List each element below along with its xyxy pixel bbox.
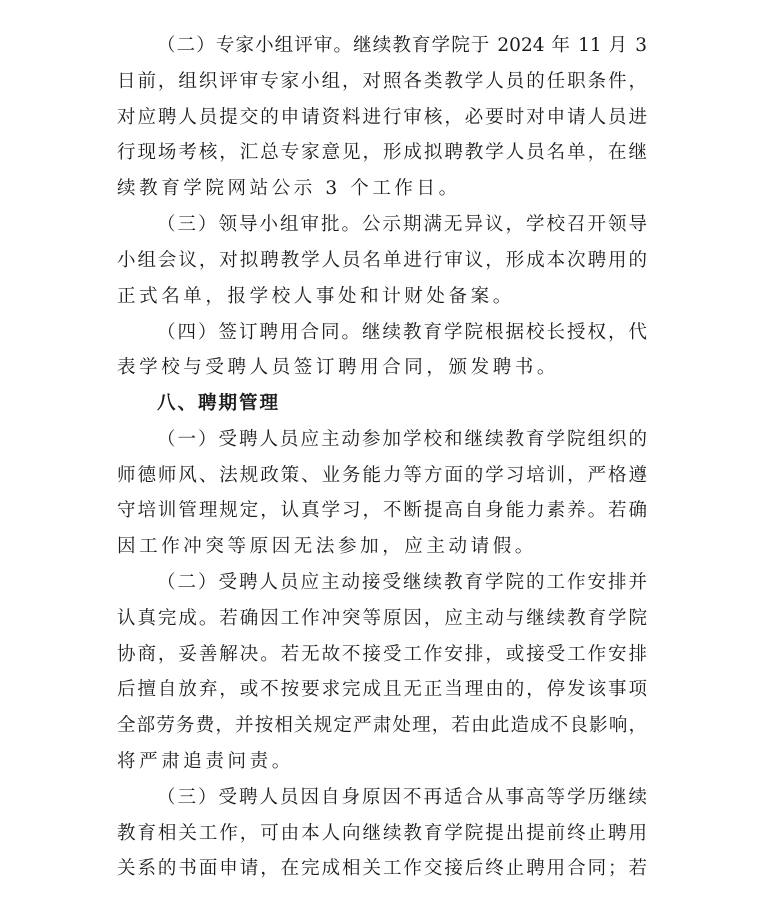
paragraph-line: （二）受聘人员应主动接受继续教育学院的工作安排并 bbox=[157, 572, 647, 593]
paragraph-line: 日前，组织评审专家小组，对照各类教学人员的任职条件， bbox=[117, 71, 647, 92]
paragraph-line: 因工作冲突等原因无法参加，应主动请假。 bbox=[117, 536, 537, 557]
paragraph-line: 协商，妥善解决。若无故不接受工作安排，或接受工作安排 bbox=[117, 644, 647, 665]
paragraph-line: 全部劳务费，并按相关规定严肃处理，若由此造成不良影响， bbox=[117, 715, 647, 736]
paragraph-line: （一）受聘人员应主动参加学校和继续教育学院组织的 bbox=[157, 429, 647, 450]
section-heading: 八、聘期管理 bbox=[157, 393, 281, 414]
paragraph-line: （三）受聘人员因自身原因不再适合从事高等学历继续 bbox=[157, 787, 647, 808]
paragraph-line: 对应聘人员提交的申请资料进行审核，必要时对申请人员进 bbox=[117, 107, 647, 128]
paragraph-line: 关系的书面申请，在完成相关工作交接后终止聘用合同；若 bbox=[117, 858, 647, 879]
paragraph-line: 教育相关工作，可由本人向继续教育学院提出提前终止聘用 bbox=[117, 823, 647, 844]
paragraph-line: 正式名单，报学校人事处和计财处备案。 bbox=[117, 286, 515, 307]
paragraph-line: 续教育学院网站公示 3 个工作日。 bbox=[117, 178, 461, 199]
paragraph-line: 师德师风、法规政策、业务能力等方面的学习培训，严格遵 bbox=[117, 465, 647, 486]
paragraph-line: （二）专家小组评审。继续教育学院于 2024 年 11 月 3 bbox=[157, 35, 647, 56]
paragraph-line: 小组会议，对拟聘教学人员名单进行审议，形成本次聘用的 bbox=[117, 250, 647, 271]
paragraph-line: 行现场考核，汇总专家意见，形成拟聘教学人员名单，在继 bbox=[117, 142, 647, 163]
paragraph-line: （三）领导小组审批。公示期满无异议，学校召开领导 bbox=[157, 214, 647, 235]
paragraph-line: 将严肃追责问责。 bbox=[117, 751, 294, 772]
paragraph-line: 守培训管理规定，认真学习，不断提高自身能力素养。若确 bbox=[117, 500, 647, 521]
paragraph-line: 认真完成。若确因工作冲突等原因，应主动与继续教育学院 bbox=[117, 608, 647, 629]
paragraph-line: （四）签订聘用合同。继续教育学院根据校长授权，代 bbox=[157, 322, 647, 343]
paragraph-line: 后擅自放弃，或不按要求完成且无正当理由的，停发该事项 bbox=[117, 679, 647, 700]
paragraph-line: 表学校与受聘人员签订聘用合同，颁发聘书。 bbox=[117, 357, 560, 378]
